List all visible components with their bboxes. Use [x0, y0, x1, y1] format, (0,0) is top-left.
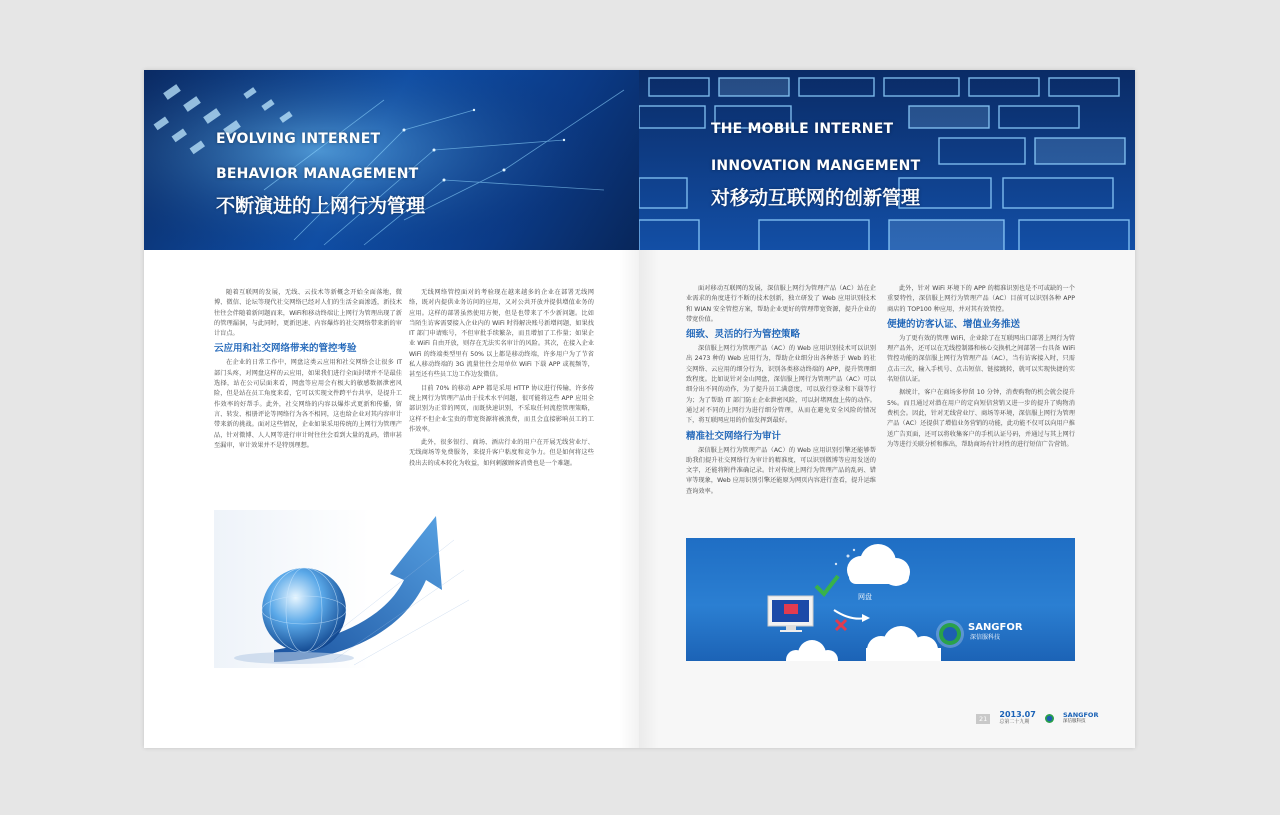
section-heading: 便捷的访客认证、增值业务推送: [887, 318, 1021, 330]
left-column-2: [409, 288, 594, 472]
paragraph: 随着互联网的发展，无线、云技术等新概念开始全面落地，微博、微信、论坛等现代社交网络已经对人们的生活全面渗透，新技术往往会伴随着新问题而来，WiFi和移动终端让上网行为管理出现了新的管理漏洞，与此同时，更新迅速、内容爆炸的社交网络带来新的审计盲点。: [214, 289, 402, 338]
paragraph: 深信服上网行为管理产品（AC）的 Web 应用识别引擎还能够帮助我们提升社交网络行为审计的精准度，可以识别微博等应用发送的文字，还能将附件准确记录。针对传统上网行为管理产品的乱码、错审等现象，Web 应用识别引擎还能原为网页内容进行查看，提升运维查询效率。: [686, 446, 876, 495]
section-heading: 精准社交网络行为审计: [686, 430, 782, 442]
illustration-logo-cn: 深信服科技: [970, 634, 1001, 641]
right-column-2: [887, 284, 1075, 453]
right-banner-en-line1: THE MOBILE INTERNET: [711, 121, 894, 137]
paragraph: 面对移动互联网的发展，深信服上网行为管理产品（AC）站在企业需求的角度进行不断的技术创新，独立研发了 Web 应用识别技术和 WIAN 安全管控方案，帮助企业更好的管理带宽资源，提升企业的带宽价值。: [686, 285, 876, 323]
paragraph: 为了更有效的管理 WiFi，企业除了在互联网出口部署上网行为管理产品外，还可以在无线控制器和核心交换机之间部署一台具备 WiFi 管控功能的深信服上网行为管理产品（AC），当有访客接入时，只需点击三次，输入手机号、点击短信、链接跳转，就可以实现快捷的实名短信认证。: [887, 334, 1075, 384]
right-banner-en-line2: INNOVATION MANGEMENT: [711, 158, 921, 174]
paragraph: 在企业的日常工作中，网盘这类云应用和社交网络会让很多 IT 部门头疼，对网盘这样的云应用，如果我们进行全面封堵并不是最佳选择，站在公司层面来看，网盘等应用会有极大的敏感数据泄密风险，但是站在员工角度来看，它可以实现文件跨平台共享，是提升工作效率的好帮手。此外，社交网络的内容以爆炸式更新和传播，留言、转发、相册评论等网络行为各不相同，这也给企业对其内容审计带来新的挑战。面对这些情况，企业如果采用传统的上网行为管理产品，针对微博、人人网等进行审计时往往会看到大量的乱码，错审甚至漏审，审计效果并不是特别理想。: [214, 359, 402, 449]
cloud-label: 网盘: [858, 593, 872, 601]
paragraph: 目前 70% 的移动 APP 都是采用 HTTP 协议进行传输，许多传统上网行为管理产品由于技术水平问题，很可能将这些 APP 应用全部识别为正常的网页，而既快速识别，不采取任何流控管理策略，这样不但企业宝贵的带宽资源将被浪费，而且会直接影响员工的工作效率。: [409, 384, 594, 433]
issue-date: 2013.07: [999, 710, 1036, 719]
issue-info: [999, 711, 1035, 726]
paragraph: 此外，很多银行、商场、酒店行业的用户在开展无线营业厅、无线商场等免费服务，来提升客户粘度和竞争力。但是如何将这些投出去的成本转化为收益，如何刺激顾客消费也是一个难题。: [409, 439, 594, 467]
left-page: [144, 70, 639, 748]
left-banner-cn-title: 不断演进的上网行为管理: [216, 195, 426, 217]
illustration-logo-name: SANGFOR: [968, 622, 1023, 633]
paragraph: 此外，针对 WiFi 环境下的 APP 的精准识别也是不可或缺的一个重要特性，深信服上网行为管理产品（AC）目前可以识别各种 APP 商店的 TOP100 种应用，并对其有效管控。: [887, 285, 1075, 313]
cloud-storage-illustration: [686, 538, 1075, 661]
paragraph: 深信服上网行为管理产品（AC）的 Web 应用识别技术可以识别出 2473 种的 Web 应用行为，帮助企业细分出各种基于 Web 的社交网络、云应用的细分行为，识别各类移动终端的 APP，提升管理细致程度。比如说针对金山网盘，深信服上网行为管理产品（AC）可以细分出不同的动作，为了提升员工满意度，可以放行登录和下载等行为；为了帮助 IT 部门防止企业泄密风险，可以封堵网盘上传的动作。通过对不同的上网行为进行细分管理，从而在避免安全风险的情况下，将互联网应用的价值发挥到最好。: [686, 345, 876, 425]
left-banner-en-line2: BEHAVIOR MANAGEMENT: [216, 166, 419, 182]
globe-arrow-icon: [214, 510, 474, 668]
section-heading: 细致、灵活的行为管控策略: [686, 329, 801, 341]
right-banner: [639, 70, 1135, 250]
left-column-1: [214, 288, 402, 454]
circuit-light-graphic: [144, 70, 639, 250]
issue-number: 总第二十九期: [999, 719, 1030, 725]
footer-logo-cn: 深信服科技: [1063, 719, 1086, 724]
left-banner-en-line1: EVOLVING INTERNET: [216, 131, 381, 147]
footer-logo: [1063, 712, 1098, 725]
left-banner: [144, 70, 639, 250]
magazine-spread: [144, 70, 1135, 748]
sangfor-logo-icon: [1045, 714, 1054, 723]
paragraph: 据统计，客户在商场多停留 10 分钟，消费购物的机会就会提升 5%。而且通过对潜在用户的定向短信营销又进一步的提升了购物消费机会。因此，针对无线营业厅、商场等环境，深信服上网行为管理产品（AC）还提供了增值业务营销的功能，此功能不仅可以向用户推送广告页面，还可以将收集客户的手机认证号码，并通过与其上网行为等进行关联分析和推出，帮助商场有针对性的进行短信广告营销。: [887, 389, 1075, 448]
right-column-1: [686, 284, 876, 500]
paragraph: 无线网络管控面对的考验现在越来越多的企业在部署无线网络，既对内提供业务访问的应用，又对公共开放并提供增值业务的应用。这样的部署虽然使用方便，但是也带来了不少新问题。比如当陌生访客需要接入企业内的 WiFi 时得解决账号新增问题，如果找 IT 部门申请账号，不但审批手续繁杂，而且增加了工作量；如果企业 WiFi 自由开放，则存在无法实名审计的风险。其次，在接入企业 WiFi 的终端类型里有 50% 以上都是移动终端，许多用户为了节省私人移动终端的 3G 流量往往会用单位 WiFi 下载 APP 或视频等，甚至还有些员工边工作边发微信。: [409, 289, 594, 379]
cloud-computer-icon: [686, 538, 1075, 661]
footer-logo-name: SANGFOR: [1063, 711, 1099, 719]
right-page: [639, 70, 1135, 748]
page-gutter: [619, 250, 659, 748]
page-number: 21: [976, 714, 990, 724]
section-heading: 云应用和社交网络带来的管控考验: [214, 343, 357, 355]
right-banner-cn-title: 对移动互联网的创新管理: [711, 187, 921, 209]
page-footer: [976, 708, 1099, 725]
globe-arrow-image: [214, 510, 474, 668]
